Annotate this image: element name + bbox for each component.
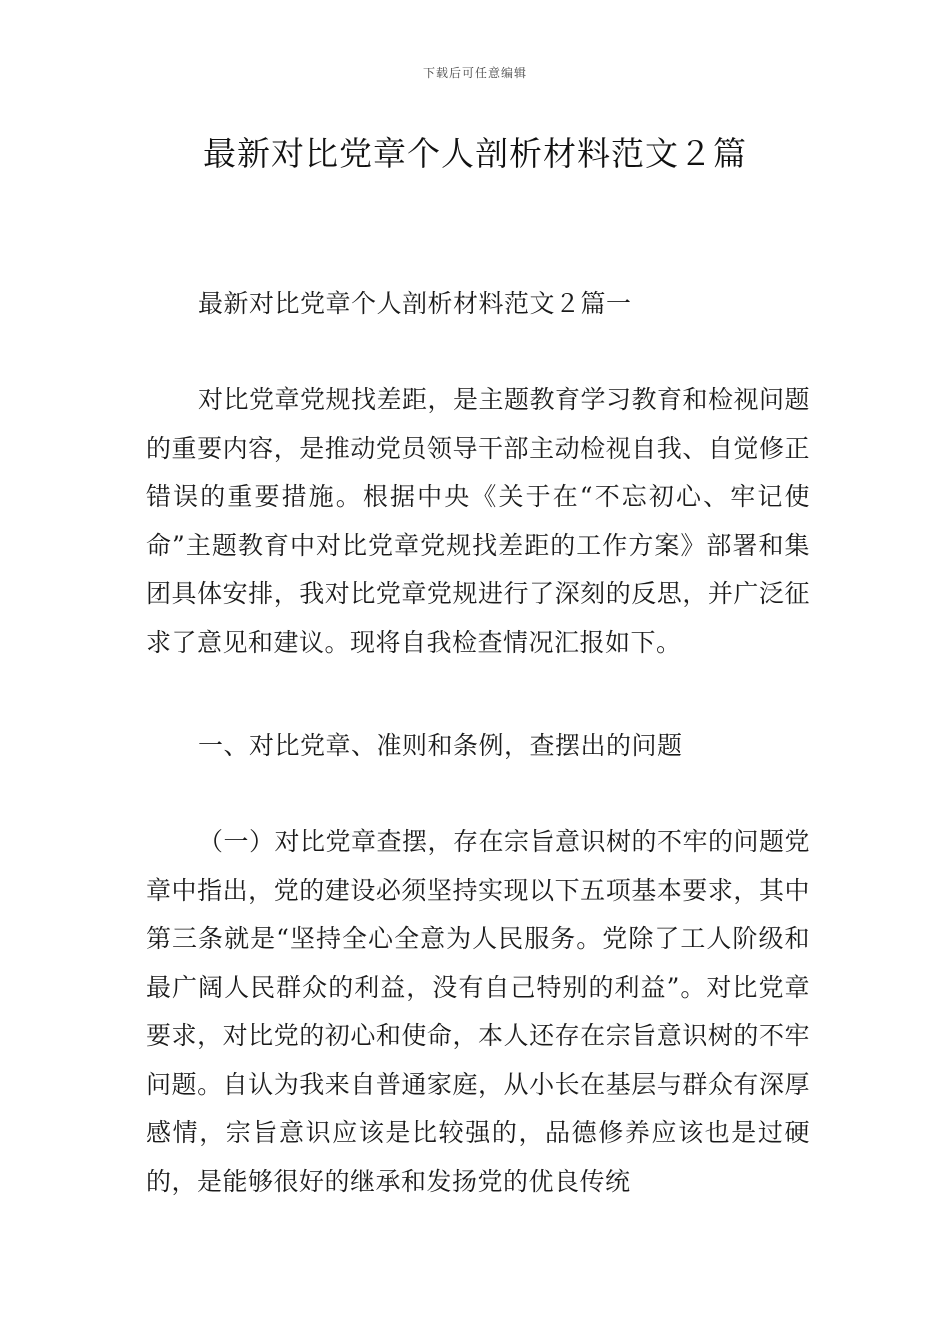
subsection-paragraph: （一）对比党章查摆，存在宗旨意识树的不牢的问题党章中指出，党的建设必须坚持实现以下五项基本要求，其中第三条就是“坚持全心全意为人民服务。党除了工人阶级和最广阔人民群众的利益，没有自己特别的利益”。对比党章要求，对比党的初心和使命，本人还存在宗旨意识树的不牢问题。自认为我来自普通家庭，从小长在基层与群众有深厚感情，宗旨意识应该是比较强的，品德修养应该也是过硬的，是能够很好的继承和发扬党的优良传统	[146, 827, 811, 1196]
intro-paragraph: 对比党章党规找差距，是主题教育学习教育和检视问题的重要内容，是推动党员领导干部主动检视自我、自觉修正错误的重要措施。根据中央《关于在“不忘初心、牢记使命”主题教育中对比党章党规找差距的工作方案》部署和集团具体安排，我对比党章党规进行了深刻的反思，并广泛征求了意见和建议。现将自我检查情况汇报如下。	[146, 385, 811, 657]
header-note: 下载后可任意编辑	[422, 66, 527, 80]
section-heading: 一、对比党章、准则和条例，查摆出的问题	[198, 731, 683, 760]
document-title: 最新对比党章个人剖析材料范文２篇	[203, 134, 747, 173]
document-subtitle: 最新对比党章个人剖析材料范文２篇一	[198, 289, 632, 318]
